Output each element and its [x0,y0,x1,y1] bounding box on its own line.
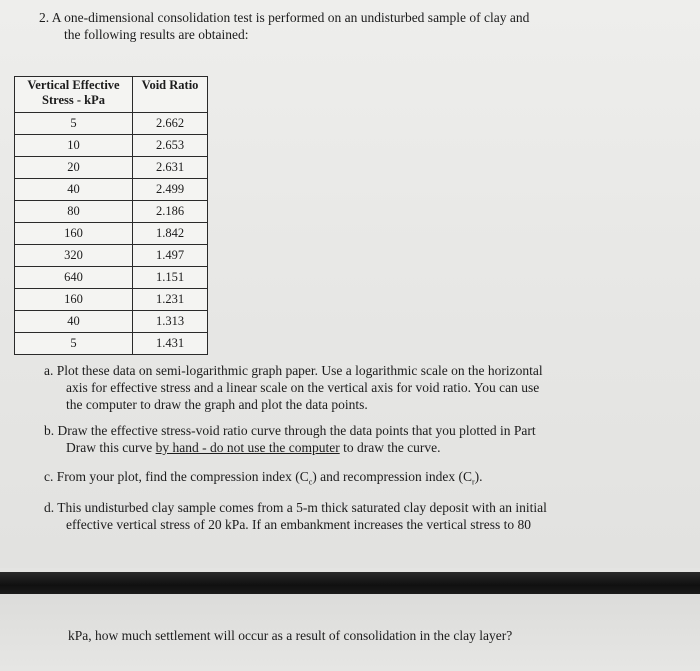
void-ratio-cell: 1.231 [133,289,208,311]
void-ratio-cell: 2.499 [133,179,208,201]
part-d [44,499,624,533]
table-row [15,245,208,267]
stress-cell: 10 [15,135,133,157]
part-a-line-2: axis for effective stress and a linear scale on the vertical axis for void ratio. You can use [66,380,540,395]
part-b [44,422,624,456]
part-c [44,468,624,491]
part-b-line-1: b. Draw the effective stress-void ratio curve through the data points that you plotted in Part [44,423,536,438]
page-gap-band [0,572,700,594]
question-intro [39,9,649,43]
part-d-line-1: d. This undisturbed clay sample comes from a 5-m thick saturated clay deposit with an initial [44,500,547,515]
header-void-ratio: Void Ratio [133,77,208,113]
stress-cell: 40 [15,179,133,201]
void-ratio-cell: 2.186 [133,201,208,223]
void-ratio-cell: 1.842 [133,223,208,245]
table-row [15,267,208,289]
stress-cell: 160 [15,223,133,245]
stress-cell: 320 [15,245,133,267]
header-stress: Vertical Effective Stress - kPa [15,77,133,113]
part-a-line-1: a. Plot these data on semi-logarithmic graph paper. Use a logarithmic scale on the horizontal [44,363,543,378]
stress-cell: 40 [15,311,133,333]
part-a [44,362,624,413]
part-d-line-2: effective vertical stress of 20 kPa. If an embankment increases the vertical stress to 80 [66,517,531,532]
table-row [15,201,208,223]
part-b-pre: Draw this curve [66,440,156,455]
stress-cell: 5 [15,113,133,135]
table-row [15,223,208,245]
part-b-underlined: by hand - do not use the computer [155,440,340,455]
void-ratio-cell: 2.662 [133,113,208,135]
void-ratio-cell: 1.497 [133,245,208,267]
table-row [15,135,208,157]
stress-cell: 640 [15,267,133,289]
part-a-line-3: the computer to draw the graph and plot the data points. [66,397,368,412]
part-c-sub-c: c [308,477,313,487]
table-row [15,289,208,311]
part-c-sub-r: r [472,477,475,487]
void-ratio-cell: 1.313 [133,311,208,333]
part-d-continuation: kPa, how much settlement will occur as a result of consolidation in the clay layer? [68,628,513,643]
consolidation-data-table [14,76,208,355]
void-ratio-cell: 1.151 [133,267,208,289]
question-line-2: the following results are obtained: [64,27,249,42]
table-row [15,333,208,355]
part-b-line-2 [44,439,624,456]
stress-cell: 20 [15,157,133,179]
stress-cell: 80 [15,201,133,223]
void-ratio-cell: 1.431 [133,333,208,355]
table-row [15,157,208,179]
void-ratio-cell: 2.653 [133,135,208,157]
void-ratio-cell: 2.631 [133,157,208,179]
part-c-pre: c. From your plot, find the compression index (C [44,469,309,484]
part-c-post: ). [474,469,483,484]
table-row [15,113,208,135]
stress-cell: 160 [15,289,133,311]
stress-cell: 5 [15,333,133,355]
question-line-1: 2. A one-dimensional consolidation test is performed on an undisturbed sample of clay and [39,10,530,25]
part-c-mid: ) and recompression index (C [312,469,472,484]
table-header-row [15,77,208,113]
table-row [15,179,208,201]
part-b-post: to draw the curve. [339,440,441,455]
table-row [15,311,208,333]
